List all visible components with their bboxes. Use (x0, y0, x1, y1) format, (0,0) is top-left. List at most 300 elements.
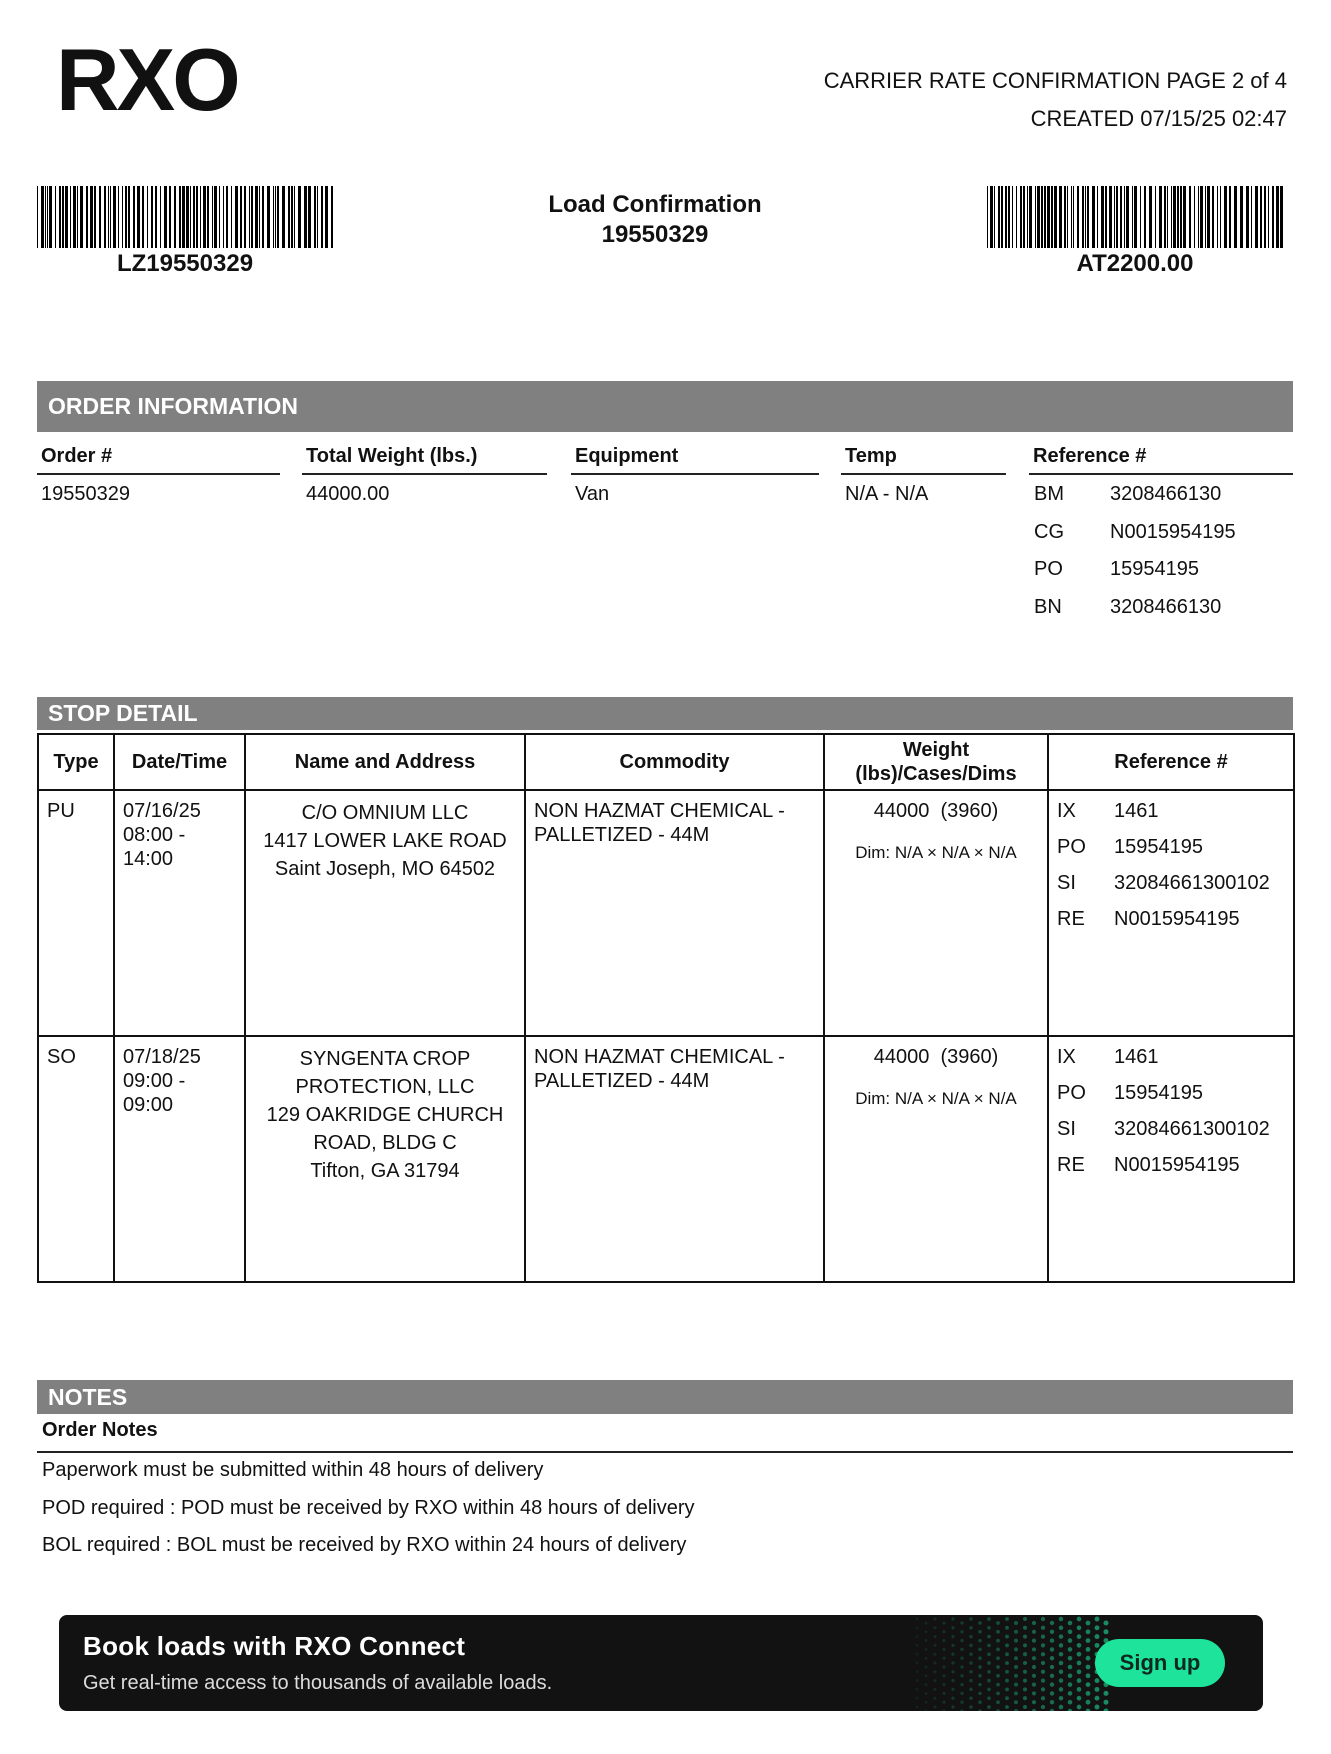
barcode-bar (1177, 186, 1179, 248)
banner-dot (1050, 1630, 1054, 1634)
barcode-bar (240, 186, 242, 248)
banner-dot (951, 1626, 954, 1629)
barcode-bar (1059, 186, 1062, 248)
banner-dot (951, 1705, 954, 1708)
banner-dot (925, 1657, 928, 1660)
banner-dot (1095, 1634, 1100, 1639)
banner-dot (1041, 1678, 1045, 1682)
banner-dot (933, 1661, 936, 1664)
banner-dot (1068, 1656, 1073, 1661)
reference-code: PO (1057, 836, 1086, 858)
barcode-bar (65, 186, 68, 248)
banner-dot (942, 1683, 945, 1686)
banner-dot (1023, 1696, 1027, 1700)
barcode-bar (1149, 186, 1152, 248)
banner-dot (987, 1696, 991, 1700)
banner-dot (1086, 1638, 1091, 1643)
banner-dot (933, 1644, 936, 1647)
barcode-bar (1105, 186, 1107, 248)
address-line: PROTECTION, LLC (295, 1076, 475, 1098)
barcode-bar (125, 186, 127, 248)
banner-dot (1059, 1643, 1063, 1647)
banner-dot (960, 1701, 963, 1704)
barcode-bar (1134, 186, 1137, 248)
amount-barcode-label: AT2200.00 (1076, 250, 1194, 277)
header-info (824, 62, 1287, 138)
barcode-bar (1251, 186, 1252, 248)
barcode-bar (1140, 186, 1141, 248)
page-title: Load Confirmation (548, 191, 762, 218)
stop-weight (824, 1036, 1048, 1282)
banner-dot (933, 1697, 936, 1700)
barcode-bar (37, 186, 38, 248)
banner-dot (1005, 1652, 1009, 1656)
banner-dot (951, 1635, 954, 1638)
barcode-bar (1087, 186, 1089, 248)
barcode-bar (90, 186, 93, 248)
order-reference-list (1034, 483, 1293, 633)
banner-dot (987, 1617, 991, 1621)
banner-dot (916, 1662, 919, 1665)
stop-commodity: NON HAZMAT CHEMICAL - PALLETIZED - 44M (525, 790, 824, 1036)
banner-dot (978, 1621, 982, 1625)
barcode-bar (1272, 186, 1274, 248)
barcode-bar (80, 186, 83, 248)
address-line: SYNGENTA CROP (299, 1048, 471, 1070)
banner-dot (969, 1688, 972, 1691)
barcode-bar (259, 186, 260, 248)
barcode-bar (1114, 186, 1115, 248)
banner-dot (942, 1665, 945, 1668)
banner-dot (1041, 1652, 1045, 1656)
barcode-bar (62, 186, 64, 248)
banner-dot (1086, 1621, 1091, 1626)
reference-code: IX (1057, 1046, 1076, 1068)
banner-dot (1077, 1652, 1082, 1657)
datetime-column-header: Date/Time (114, 734, 245, 790)
banner-dot (1023, 1643, 1027, 1647)
barcode-bar (155, 186, 157, 248)
banner-dot (1104, 1621, 1109, 1626)
barcode-bar (1041, 186, 1043, 248)
banner-dot (960, 1657, 963, 1660)
stop-time-to: 09:00 (123, 1094, 174, 1116)
barcode-bar (1159, 186, 1162, 248)
barcode-bar (231, 186, 232, 248)
reference-value: 32084661300102 (1114, 1118, 1270, 1140)
banner-dot (1023, 1617, 1027, 1621)
banner-dot (1023, 1687, 1027, 1691)
reference-code: PO (1057, 1082, 1086, 1104)
stop-reference-row (1057, 871, 1285, 895)
stop-detail-header: STOP DETAIL (37, 697, 1293, 730)
banner-dot (987, 1670, 991, 1674)
dimensions: Dim: N/A × N/A × N/A (855, 843, 1017, 862)
reference-value: 3208466130 (1110, 595, 1222, 618)
barcode-bar (1012, 186, 1013, 248)
barcode-bar (1173, 186, 1176, 248)
rxo-logo-mark (56, 38, 256, 118)
reference-value: 3208466130 (1110, 483, 1222, 505)
barcode-bar (73, 186, 76, 248)
note-line: POD required : POD must be received by RXO within 48 hours of delivery (42, 1497, 695, 1519)
barcode-bar (235, 186, 238, 248)
barcode-bar (262, 186, 264, 248)
banner-dot (996, 1621, 1000, 1625)
banner-dot (1104, 1691, 1109, 1696)
banner-dot (978, 1683, 982, 1687)
stop-reference-row (1057, 1045, 1285, 1069)
reference-code: CG (1034, 520, 1064, 543)
barcode-bar (994, 186, 995, 248)
barcode-bar (1029, 186, 1032, 248)
commodity-column-header: Commodity (525, 734, 824, 790)
banner-dot (1095, 1625, 1100, 1630)
barcode-bar (244, 186, 246, 248)
stop-reference-row (1057, 1081, 1285, 1105)
banner-dot (925, 1692, 928, 1695)
barcode-bar (275, 186, 276, 248)
banner-dot (1050, 1647, 1054, 1651)
banner-dot (960, 1683, 963, 1686)
stop-time-from: 08:00 - (123, 824, 186, 846)
barcode-bar (45, 186, 46, 248)
barcode-bar (1054, 186, 1057, 248)
stop-weight (824, 790, 1048, 1036)
stop-table-header-row (38, 734, 1294, 790)
barcode-bar (1023, 186, 1025, 248)
banner-dot (969, 1661, 972, 1664)
barcode-bar (1189, 186, 1191, 248)
reference-value: N0015954195 (1114, 1154, 1240, 1176)
banner-dot (1032, 1674, 1036, 1678)
banner-dot (933, 1670, 936, 1673)
banner-dot (987, 1661, 991, 1665)
temp-value: N/A - N/A (845, 483, 929, 505)
banner-dot (1086, 1700, 1091, 1705)
banner-dot (1068, 1700, 1073, 1705)
barcode-bar (1132, 186, 1133, 248)
barcode-bar (223, 186, 224, 248)
banner-dot (1104, 1709, 1109, 1712)
type-column-header: Type (38, 734, 114, 790)
banner-dot (1014, 1656, 1018, 1660)
barcode-bar (55, 186, 56, 248)
notes-header: NOTES (37, 1380, 1293, 1414)
barcode-bar (249, 186, 250, 248)
banner-dot (1068, 1665, 1073, 1670)
banner-dot (969, 1696, 972, 1699)
banner-dot (1050, 1709, 1054, 1711)
order-reference-row (1034, 483, 1293, 521)
banner-dot (978, 1674, 982, 1678)
reference-code: BN (1034, 595, 1062, 618)
banner-dot (951, 1653, 954, 1656)
barcode-bar (151, 186, 153, 248)
banner-dot (951, 1617, 954, 1620)
banner-dot (960, 1665, 963, 1668)
banner-dot (1077, 1643, 1082, 1648)
banner-dot (1095, 1687, 1100, 1692)
banner-dot (1050, 1621, 1054, 1625)
barcode-bar (255, 186, 258, 248)
banner-dot (1014, 1700, 1018, 1704)
banner-dot (1086, 1691, 1091, 1696)
banner-dot (1032, 1709, 1036, 1711)
total-weight-value: 44000.00 (306, 483, 390, 505)
banner-dot (1086, 1709, 1091, 1711)
barcode-bar (190, 186, 191, 248)
banner-dot (1032, 1630, 1036, 1634)
barcode-bar (128, 186, 130, 248)
banner-dot (1086, 1647, 1091, 1652)
stop-time-to: 14:00 (123, 848, 174, 870)
banner-dot (1023, 1626, 1027, 1630)
banner-dot (1014, 1683, 1018, 1687)
stop-references (1048, 790, 1294, 1036)
order-notes-heading: Order Notes (42, 1419, 158, 1441)
banner-dot (1068, 1674, 1073, 1679)
banner-dot (978, 1630, 982, 1634)
order-reference-row (1034, 596, 1293, 634)
stop-detail-table (37, 733, 1295, 1283)
banner-dot (1032, 1683, 1036, 1687)
banner-dot (916, 1697, 919, 1700)
order-number-value: 19550329 (41, 483, 130, 505)
dimensions: Dim: N/A × N/A × N/A (855, 1089, 1017, 1108)
banner-dot (916, 1688, 919, 1691)
barcode-bar (1144, 186, 1146, 248)
rxo-connect-banner[interactable] (59, 1615, 1263, 1711)
banner-dot (1050, 1691, 1054, 1695)
banner-dot (1077, 1678, 1082, 1683)
barcode-bar (186, 186, 189, 248)
banner-dot (1041, 1643, 1045, 1647)
barcode-bar (203, 186, 206, 248)
order-reference-row (1034, 558, 1293, 596)
barcode-bar (1071, 186, 1072, 248)
banner-dot (996, 1656, 1000, 1660)
banner-dot (942, 1674, 945, 1677)
banner-dot (1014, 1639, 1018, 1643)
barcode-bar (1005, 186, 1007, 248)
banner-subtitle: Get real-time access to thousands of available loads. (83, 1672, 553, 1694)
barcode-bar (1260, 186, 1262, 248)
barcode-bar (1047, 186, 1050, 248)
banner-dot (1050, 1682, 1054, 1686)
banner-dot (1005, 1617, 1009, 1621)
weight-header-line-1: Weight (902, 739, 970, 761)
table-row (38, 790, 1294, 1036)
banner-dot (1014, 1621, 1018, 1625)
banner-dot (933, 1679, 936, 1682)
banner-dot (1068, 1709, 1073, 1711)
banner-dot (916, 1635, 919, 1638)
barcode-bar (1124, 186, 1125, 248)
banner-dot (960, 1621, 963, 1624)
banner-dot (987, 1679, 991, 1683)
banner-dot (942, 1701, 945, 1704)
banner-dot (942, 1639, 945, 1642)
reference-code: SI (1057, 872, 1076, 894)
stop-reference-row (1057, 1153, 1285, 1177)
banner-dot (978, 1692, 982, 1696)
barcode-bar (226, 186, 228, 248)
barcode-bar (1207, 186, 1210, 248)
barcode-bar (1264, 186, 1266, 248)
reference-code: PO (1034, 558, 1063, 580)
order-barcode (37, 186, 333, 248)
banner-dot (951, 1688, 954, 1691)
barcode-bar (77, 186, 78, 248)
banner-dot (1032, 1639, 1036, 1643)
banner-dot (1005, 1635, 1009, 1639)
banner-dot (969, 1652, 972, 1655)
barcode-bar (108, 186, 109, 248)
sign-up-button[interactable]: Sign up (1095, 1639, 1225, 1687)
rxo-logo (56, 38, 256, 118)
load-confirmation-title (450, 190, 860, 250)
temp-heading: Temp (841, 445, 1006, 475)
barcode-bar (99, 186, 101, 248)
barcode-bar (182, 186, 185, 248)
banner-dot (1068, 1682, 1073, 1687)
banner-dot (1059, 1696, 1063, 1700)
barcode-bar (1240, 186, 1243, 248)
barcode-bar (147, 186, 148, 248)
barcode-bar (1020, 186, 1022, 248)
barcode-bar (291, 186, 293, 248)
banner-dot (1014, 1709, 1018, 1711)
banner-dot (1050, 1665, 1054, 1669)
reference-value: 15954195 (1110, 558, 1199, 580)
banner-dot (1023, 1679, 1027, 1683)
barcode-bar (113, 186, 116, 248)
barcode-bar (1001, 186, 1003, 248)
banner-dot (1041, 1661, 1045, 1665)
banner-dot (1032, 1691, 1036, 1695)
reference-code: RE (1057, 908, 1085, 930)
banner-dot (951, 1644, 954, 1647)
banner-dot (1059, 1678, 1063, 1682)
banner-dot (1077, 1705, 1082, 1710)
barcode-bar (267, 186, 270, 248)
weight-column-header (824, 734, 1048, 790)
banner-dot (1005, 1626, 1009, 1630)
banner-dot (933, 1653, 936, 1656)
barcode-bar (219, 186, 220, 248)
banner-dot (1023, 1635, 1027, 1639)
banner-dot (916, 1670, 919, 1673)
barcode-bar (331, 186, 333, 248)
barcode-bar (251, 186, 253, 248)
banner-dot (1077, 1696, 1082, 1701)
banner-dot (1023, 1661, 1027, 1665)
barcode-bar (314, 186, 316, 248)
barcode-bar (179, 186, 181, 248)
banner-dot (1104, 1700, 1109, 1705)
stop-commodity: NON HAZMAT CHEMICAL - PALLETIZED - 44M (525, 1036, 824, 1282)
banner-dot (996, 1648, 1000, 1652)
banner-dot (1005, 1670, 1009, 1674)
banner-dot (960, 1648, 963, 1651)
barcode-bar (212, 186, 213, 248)
barcode-bar (196, 186, 198, 248)
banner-dot (1086, 1665, 1091, 1670)
barcode-bar (1205, 186, 1206, 248)
barcode-bar (1051, 186, 1053, 248)
banner-dot (1005, 1705, 1009, 1709)
stop-reference-row (1057, 799, 1285, 823)
barcode-bar (1268, 186, 1269, 248)
banner-dot (916, 1653, 919, 1656)
barcode-bar (160, 186, 161, 248)
barcode-bar (1044, 186, 1046, 248)
barcode-bar (1200, 186, 1203, 248)
barcode-bar (1035, 186, 1036, 248)
banner-dot (996, 1639, 1000, 1643)
banner-dot (951, 1697, 954, 1700)
banner-dot (925, 1710, 928, 1711)
barcode-bar (304, 186, 307, 248)
barcode-bar (133, 186, 135, 248)
address-line: 129 OAKRIDGE CHURCH (266, 1104, 504, 1126)
barcode-bar (1016, 186, 1017, 248)
banner-dot (1041, 1626, 1045, 1630)
banner-dot (1032, 1647, 1036, 1651)
banner-dot (978, 1656, 982, 1660)
banner-dot (933, 1705, 936, 1708)
reference-value: 1461 (1114, 1046, 1159, 1068)
banner-dot (1095, 1678, 1100, 1683)
barcode-bar (86, 186, 88, 248)
banner-dot (1041, 1696, 1045, 1700)
banner-dot (916, 1679, 919, 1682)
banner-dot (942, 1630, 945, 1633)
banner-dot (1059, 1687, 1063, 1691)
table-row (38, 1036, 1294, 1282)
banner-dot (933, 1617, 936, 1620)
banner-dot (916, 1644, 919, 1647)
banner-dot (996, 1683, 1000, 1687)
created-timestamp: CREATED 07/15/25 02:47 (1030, 106, 1287, 131)
barcode-bar (1116, 186, 1118, 248)
order-number-heading: Order # (37, 445, 280, 475)
banner-dot (1077, 1634, 1082, 1639)
barcode-bar (49, 186, 52, 248)
banner-dot (925, 1639, 928, 1642)
barcode-bar (1198, 186, 1199, 248)
reference-code: IX (1057, 800, 1076, 822)
banner-dot (1032, 1656, 1036, 1660)
barcode-bar (294, 186, 295, 248)
banner-dot (925, 1666, 928, 1669)
banner-dot (1104, 1629, 1109, 1634)
banner-dot (987, 1635, 991, 1639)
total-weight-heading: Total Weight (lbs.) (302, 445, 547, 475)
banner-dot (969, 1679, 972, 1682)
banner-dot (925, 1701, 928, 1704)
banner-dot (1041, 1617, 1045, 1621)
banner-dot (969, 1617, 972, 1620)
banner-dot (1059, 1626, 1063, 1630)
banner-dot (942, 1692, 945, 1695)
banner-dot (1023, 1652, 1027, 1656)
barcode-bar (1085, 186, 1086, 248)
barcode-bar (990, 186, 993, 248)
reference-value: 15954195 (1114, 836, 1203, 858)
barcode-bar (1067, 186, 1068, 248)
